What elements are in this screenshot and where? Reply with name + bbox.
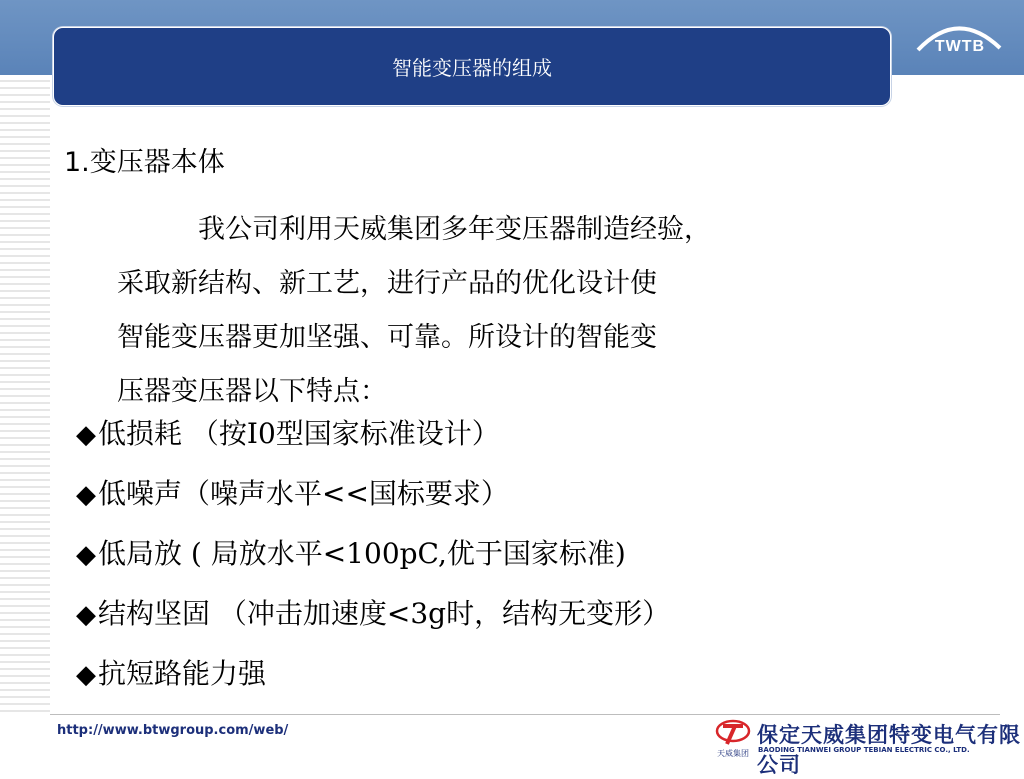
list-item-text: 抗短路能力强: [98, 657, 267, 690]
footer-url-link[interactable]: http://www.btwgroup.com/web/: [57, 723, 289, 738]
list-item-text: 低损耗 （按I0型国家标准设计）: [98, 417, 500, 450]
list-item: [76, 644, 976, 704]
diamond-bullet-icon: ◆: [76, 480, 96, 510]
feature-list: [76, 404, 976, 704]
list-item: [76, 584, 976, 644]
paragraph-line: 采取新结构、新工艺，进行产品的优化设计使: [117, 268, 657, 299]
left-decorative-stripes: [0, 75, 50, 715]
list-item-text: 结构坚固 （冲击加速度<3g时，结构无变形）: [98, 597, 671, 630]
slide-title: 智能变压器的组成: [392, 56, 552, 80]
diamond-bullet-icon: ◆: [76, 540, 96, 570]
paragraph-line: 智能变压器更加坚强、可靠。所设计的智能变: [117, 322, 657, 353]
company-name: 保定天威集团特变电气有限公司: [757, 723, 1021, 777]
paragraph-line: 压器变压器以下特点：: [117, 376, 387, 407]
paragraph-line: 我公司利用天威集团多年变压器制造经验，: [198, 214, 711, 245]
footer-divider: [50, 714, 1000, 715]
list-item-text: 低局放 ( 局放水平<100pC,优于国家标准): [98, 537, 626, 570]
section-heading: 1.变压器本体: [64, 147, 225, 178]
company-name-en: BAODING TIANWEI GROUP TEBIAN ELECTRIC CO., LTD.: [758, 746, 970, 754]
company-logo-icon: [713, 718, 753, 760]
diamond-bullet-icon: ◆: [76, 600, 96, 630]
intro-paragraph: [117, 203, 927, 419]
logo-caption: 天威集团: [717, 749, 749, 758]
list-item-text: 低噪声（噪声水平<<国标要求）: [98, 477, 509, 510]
diamond-bullet-icon: ◆: [76, 420, 96, 450]
list-item: [76, 404, 976, 464]
title-box: [53, 27, 891, 106]
brand-logo-text: TWTB: [934, 38, 986, 55]
diamond-bullet-icon: ◆: [76, 660, 96, 690]
list-item: [76, 524, 976, 584]
list-item: [76, 464, 976, 524]
